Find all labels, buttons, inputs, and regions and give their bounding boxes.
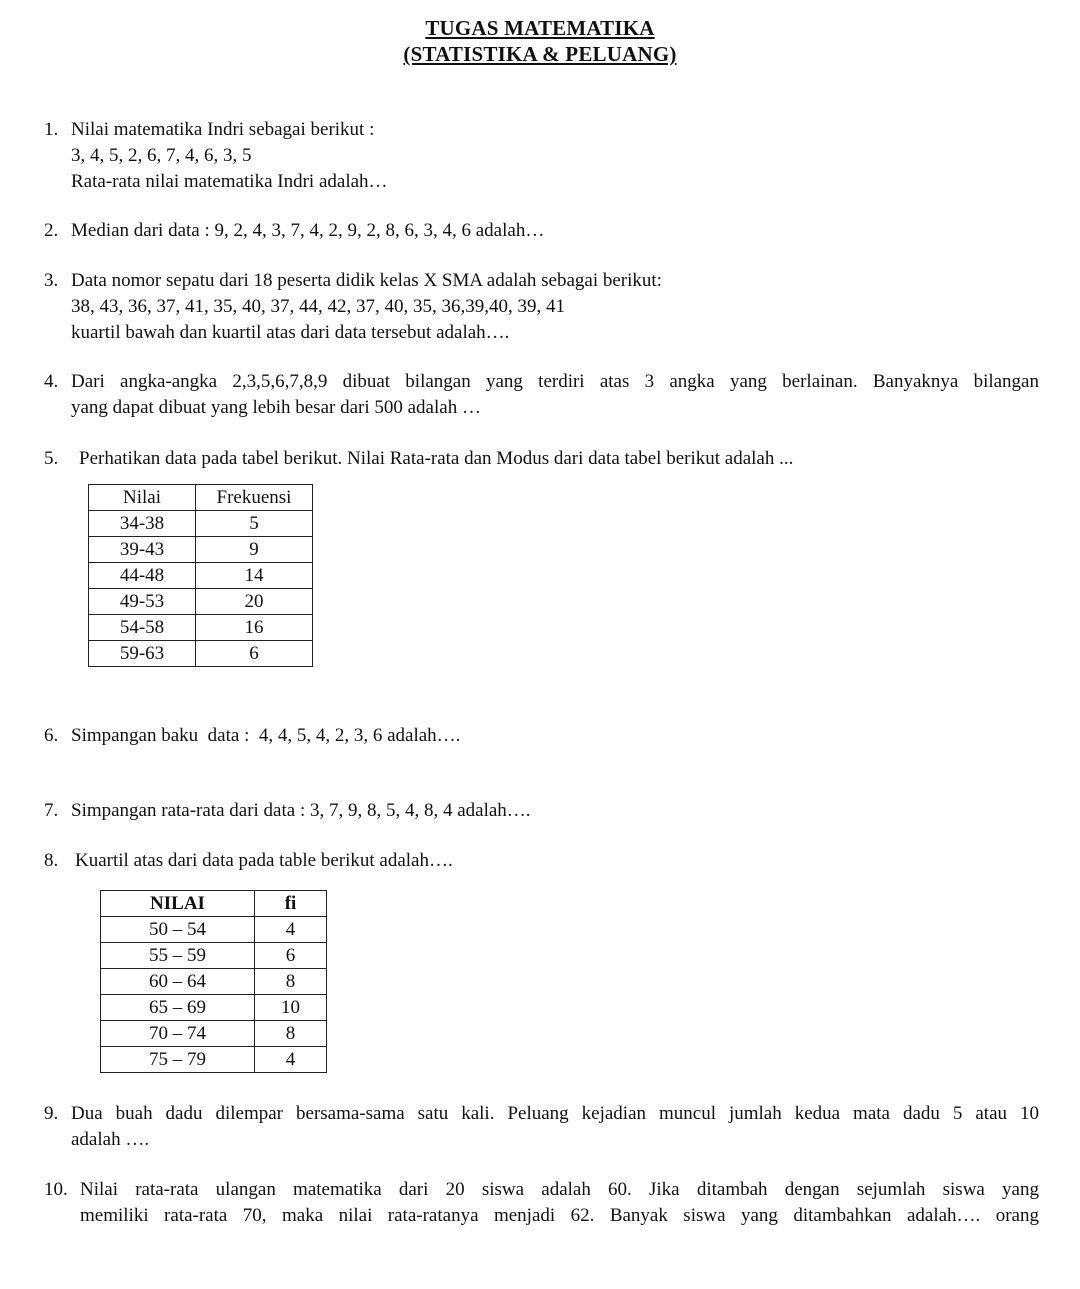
question-number: 8. [44, 850, 59, 871]
question-number: 7. [44, 800, 59, 821]
question-text: memiliki rata-rata 70, maka nilai rata-ratanya menjadi 62. Banyak siswa yang ditambahkan adalah…. orang [80, 1205, 1039, 1226]
table-row [89, 589, 313, 615]
table-row [101, 969, 327, 995]
table-cell: 8 [255, 1021, 327, 1047]
question-number: 5. [44, 448, 59, 469]
question-text: Simpangan baku data : 4, 4, 5, 4, 2, 3, 6 adalah…. [71, 725, 461, 746]
table-cell: 9 [196, 537, 313, 563]
table-header-cell: Nilai [89, 485, 196, 511]
question-text: Perhatikan data pada tabel berikut. Nilai Rata-rata dan Modus dari data tabel berikut adalah ... [79, 448, 794, 469]
table-cell: 50 – 54 [101, 917, 255, 943]
table-row [101, 943, 327, 969]
table-row [89, 511, 313, 537]
table-cell: 49-53 [89, 589, 196, 615]
question-number: 3. [44, 270, 59, 291]
table-cell: 8 [255, 969, 327, 995]
question-number: 2. [44, 220, 59, 241]
question-text: Dua buah dadu dilempar bersama-sama satu kali. Peluang kejadian muncul jumlah kedua mata dadu 5 atau 10 [71, 1103, 1039, 1124]
question-data: 3, 4, 5, 2, 6, 7, 4, 6, 3, 5 [71, 145, 252, 166]
table-row [101, 995, 327, 1021]
question-text: Kuartil atas dari data pada table berikut adalah…. [75, 850, 453, 871]
table-cell: 39-43 [89, 537, 196, 563]
question-text: Data nomor sepatu dari 18 peserta didik kelas X SMA adalah sebagai berikut: [71, 270, 662, 291]
table-row [101, 1047, 327, 1073]
table-cell: 6 [255, 943, 327, 969]
table-cell: 70 – 74 [101, 1021, 255, 1047]
table-cell: 59-63 [89, 641, 196, 667]
table-header-cell: Frekuensi [196, 485, 313, 511]
table-row [101, 1021, 327, 1047]
question-text: Nilai rata-rata ulangan matematika dari 20 siswa adalah 60. Jika ditambah dengan sejumlah siswa yang [80, 1179, 1039, 1200]
table-cell: 65 – 69 [101, 995, 255, 1021]
question-1 [44, 117, 1039, 195]
question-text: yang dapat dibuat yang lebih besar dari 500 adalah … [71, 397, 481, 418]
table-cell: 10 [255, 995, 327, 1021]
question-text: Median dari data : 9, 2, 4, 3, 7, 4, 2, 9, 2, 8, 6, 3, 4, 6 adalah… [71, 220, 545, 241]
table-cell: 55 – 59 [101, 943, 255, 969]
table-header-row [101, 891, 327, 917]
table-header-row [89, 485, 313, 511]
document-subtitle: (STATISTIKA & PELUANG) [403, 42, 677, 66]
table-cell: 5 [196, 511, 313, 537]
question-number: 10. [44, 1179, 68, 1200]
table-cell: 4 [255, 917, 327, 943]
question-4 [44, 369, 1039, 421]
question-8 [44, 848, 1039, 874]
question-number: 4. [44, 371, 59, 392]
question-text: Dari angka-angka 2,3,5,6,7,8,9 dibuat bilangan yang terdiri atas 3 angka yang berlainan. Banyaknya bilangan [71, 371, 1039, 392]
table-cell: 60 – 64 [101, 969, 255, 995]
question-7 [44, 798, 1039, 824]
table-row [89, 563, 313, 589]
question-text: adalah …. [71, 1129, 150, 1150]
table-cell: 44-48 [89, 563, 196, 589]
question-text: Simpangan rata-rata dari data : 3, 7, 9, 8, 5, 4, 8, 4 adalah…. [71, 800, 531, 821]
question-number: 6. [44, 725, 59, 746]
frequency-table-q5 [88, 484, 313, 667]
question-prompt: Rata-rata nilai matematika Indri adalah… [71, 171, 388, 192]
question-data: 38, 43, 36, 37, 41, 35, 40, 37, 44, 42, 37, 40, 35, 36,39,40, 39, 41 [71, 296, 565, 317]
question-9 [44, 1101, 1039, 1153]
table-cell: 6 [196, 641, 313, 667]
table-cell: 16 [196, 615, 313, 641]
question-3 [44, 268, 1039, 346]
table-row [89, 615, 313, 641]
frequency-table-q8 [100, 890, 327, 1073]
question-6 [44, 723, 1039, 749]
table-cell: 4 [255, 1047, 327, 1073]
table-cell: 14 [196, 563, 313, 589]
table-header-cell: NILAI [101, 891, 255, 917]
question-number: 1. [44, 119, 59, 140]
question-5 [44, 446, 1039, 472]
document-title: TUGAS MATEMATIKA [425, 16, 655, 40]
question-number: 9. [44, 1103, 59, 1124]
table-row [101, 917, 327, 943]
question-2 [44, 218, 1039, 244]
table-cell: 75 – 79 [101, 1047, 255, 1073]
question-prompt: kuartil bawah dan kuartil atas dari data tersebut adalah…. [71, 322, 510, 343]
question-10 [44, 1177, 1039, 1229]
question-text: Nilai matematika Indri sebagai berikut : [71, 119, 375, 140]
table-cell: 20 [196, 589, 313, 615]
table-cell: 34-38 [89, 511, 196, 537]
table-header-cell: fi [255, 891, 327, 917]
table-cell: 54-58 [89, 615, 196, 641]
table-row [89, 537, 313, 563]
table-row [89, 641, 313, 667]
